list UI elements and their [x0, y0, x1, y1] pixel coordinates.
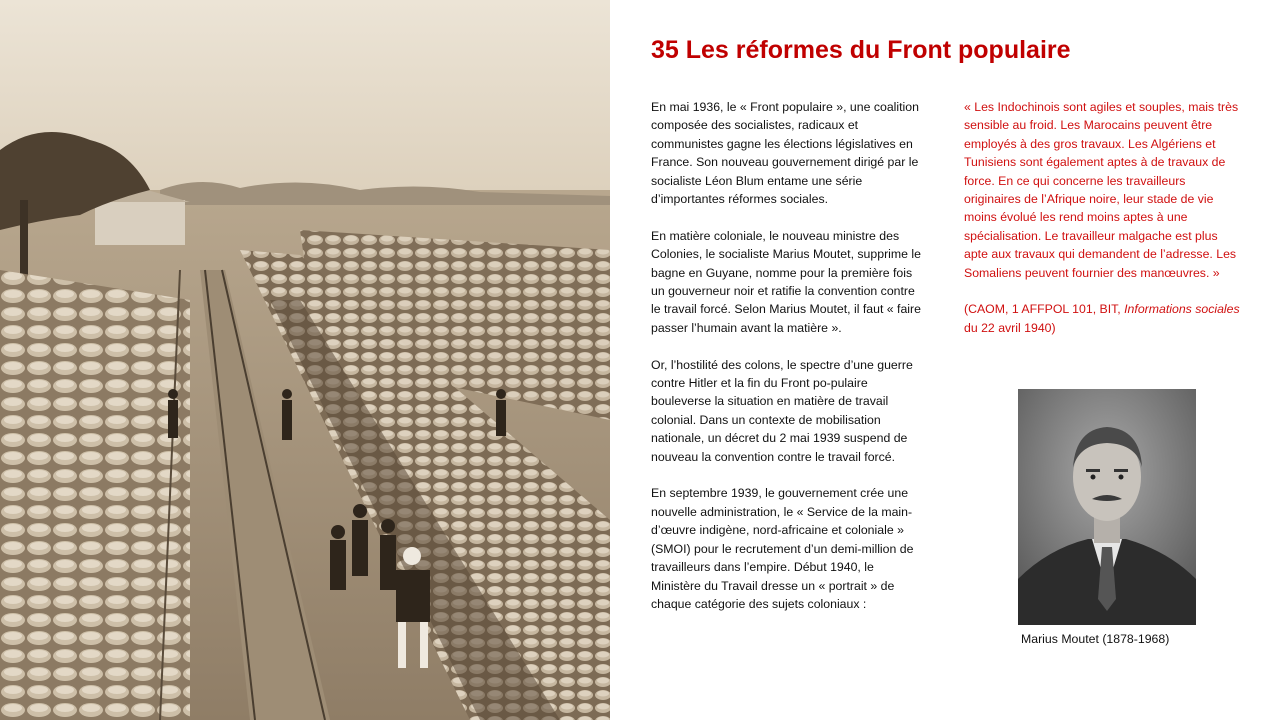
paragraph-smoi: En septembre 1939, le gouvernement crée une nouvelle administration, le « Service de la main-d’œuvre indigène, nord-africaine et coloniale » (SMOI) pour le recrutement d’un demi-million de travailleurs dans l’empire. Début 1940, le Ministère du Travail dresse un « portrait » de chaque catégorie des sujets coloniaux : [651, 486, 914, 611]
paragraph-colonial-reforms: En matière coloniale, le nouveau ministre des Colonies, le socialiste Marius Moutet, supprime le bagne en Guyane, nomme pour la première fois un gouverneur noir et ratifie la convention contre le travail forcé. Selon Marius Moutet, il faut « faire passer l’humain avant la matière ». [651, 228, 921, 335]
quote-source [964, 300, 1244, 337]
quote-column [964, 98, 1244, 356]
railway-sack-photo [0, 0, 610, 720]
portrait-caption: Marius Moutet (1878-1968) [1021, 632, 1170, 646]
quote-source-prefix: (CAOM, 1 AFFPOL 101, BIT, [964, 302, 1125, 317]
quote-source-suffix: du 22 avril 1940) [964, 320, 1056, 335]
page-title: 35 Les réformes du Front populaire [651, 36, 1071, 64]
quote-source-title: Informations sociales [1124, 302, 1240, 317]
quote-text: « Les Indochinois sont agiles et souples, mais très sensible au froid. Les Marocains peuvent être employés à des gros travaux. Les Algériens et Tunisiens sont également aptes à de travaux de force. En ce qui concerne les travailleurs originaires de l’Afrique noire, leur stade de vie moins évolué les rend moins aptes à une spécialisation. Le travailleur malgache est plus apte aux travaux qui demandent de l’adresse. Les Somaliens peuvent fournier des manœuvres. » [964, 100, 1239, 280]
marius-moutet-portrait [1018, 389, 1196, 625]
main-text-column [651, 98, 927, 632]
paragraph-hostility: Or, l’hostilité des colons, le spectre d’une guerre contre Hitler et la fin du Front po-pulaire bouleverse la situation en matière de travail colonial. Dans un contexte de mobilisation nationale, un décret du 2 mai 1939 suspend de nouveau la convention contre le travail forcé. [651, 357, 913, 464]
paragraph-front-populaire: En mai 1936, le « Front populaire », une coalition composée des socialistes, radicaux et communistes gagne les élections législatives en France. Son nouveau gouvernement dirigé par le socialiste Léon Blum entame une série d’importantes réformes sociales. [651, 100, 919, 207]
